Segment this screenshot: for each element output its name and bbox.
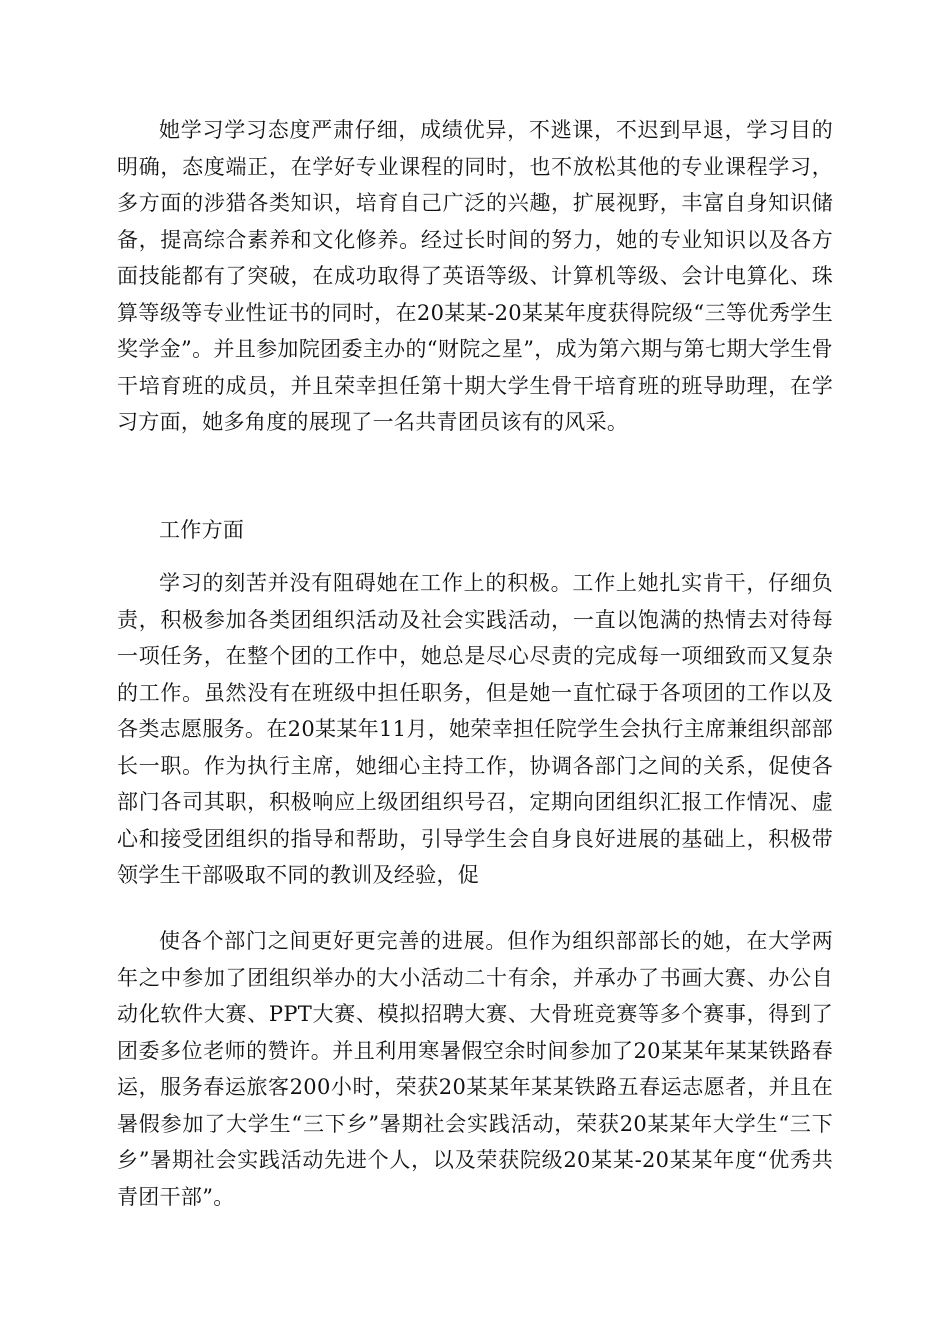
paragraph-work: 学习的刻苦并没有阻碍她在工作上的积极。工作上她扎实肯干，仔细负责，积极参加各类团组织活动及社会实践活动，一直以饱满的热情去对待每一项任务，在整个团的工作中，她总是尽心尽责的完成每一项细致而又复杂的工作。虽然没有在班级中担任职务，但是她一直忙碌于各项团的工作以及各类志愿服务。在20某某年11月，她荣幸担任院学生会执行主席兼组织部部长一职。作为执行主席，她细心主持工作，协调各部门之间的关系，促使各部门各司其职，积极响应上级团组织号召，定期向团组织汇报工作情况、虚心和接受团组织的指导和帮助，引导学生会自身良好进展的基础上，积极带领学生干部吸取不同的教训及经验，促 — [117, 571, 833, 887]
paragraph-study: 她学习学习态度严肃仔细，成绩优异，不逃课，不迟到早退，学习目的明确，态度端正，在学好专业课程的同时，也不放松其他的专业课程学习，多方面的涉猎各类知识，培育自己广泛的兴趣，扩展视野，丰富自身知识储备，提高综合素养和文化修养。经过长时间的努力，她的专业知识以及各方面技能都有了突破，在成功取得了英语等级、计算机等级、会计电算化、珠算等级等专业性证书的同时，在20某某-20某某年度获得院级“三等优秀学生奖学金”。并且参加院团委主办的“财院之星”，成为第六期与第七期大学生骨干培育班的成员，并且荣幸担任第十期大学生骨干培育班的班导助理，在学习方面，她多角度的展现了一名共青团员该有的风采。 — [117, 118, 833, 434]
section-heading-work: 工作方面 — [159, 518, 245, 542]
paragraph-work-continued: 使各个部门之间更好更完善的进展。但作为组织部部长的她，在大学两年之中参加了团组织举办的大小活动二十有余，并承办了书画大赛、办公自动化软件大赛、PPT大赛、模拟招聘大赛、大骨班竞赛等多个赛事，得到了团委多位老师的赞许。并且利用寒暑假空余时间参加了20某某年某某铁路春运，服务春运旅客200小时，荣获20某某年某某铁路五春运志愿者，并且在暑假参加了大学生“三下乡”暑期社会实践活动，荣获20某某年大学生“三下乡”暑期社会实践活动先进个人，以及荣获院级20某某-20某某年度“优秀共青团干部”。 — [117, 929, 833, 1209]
